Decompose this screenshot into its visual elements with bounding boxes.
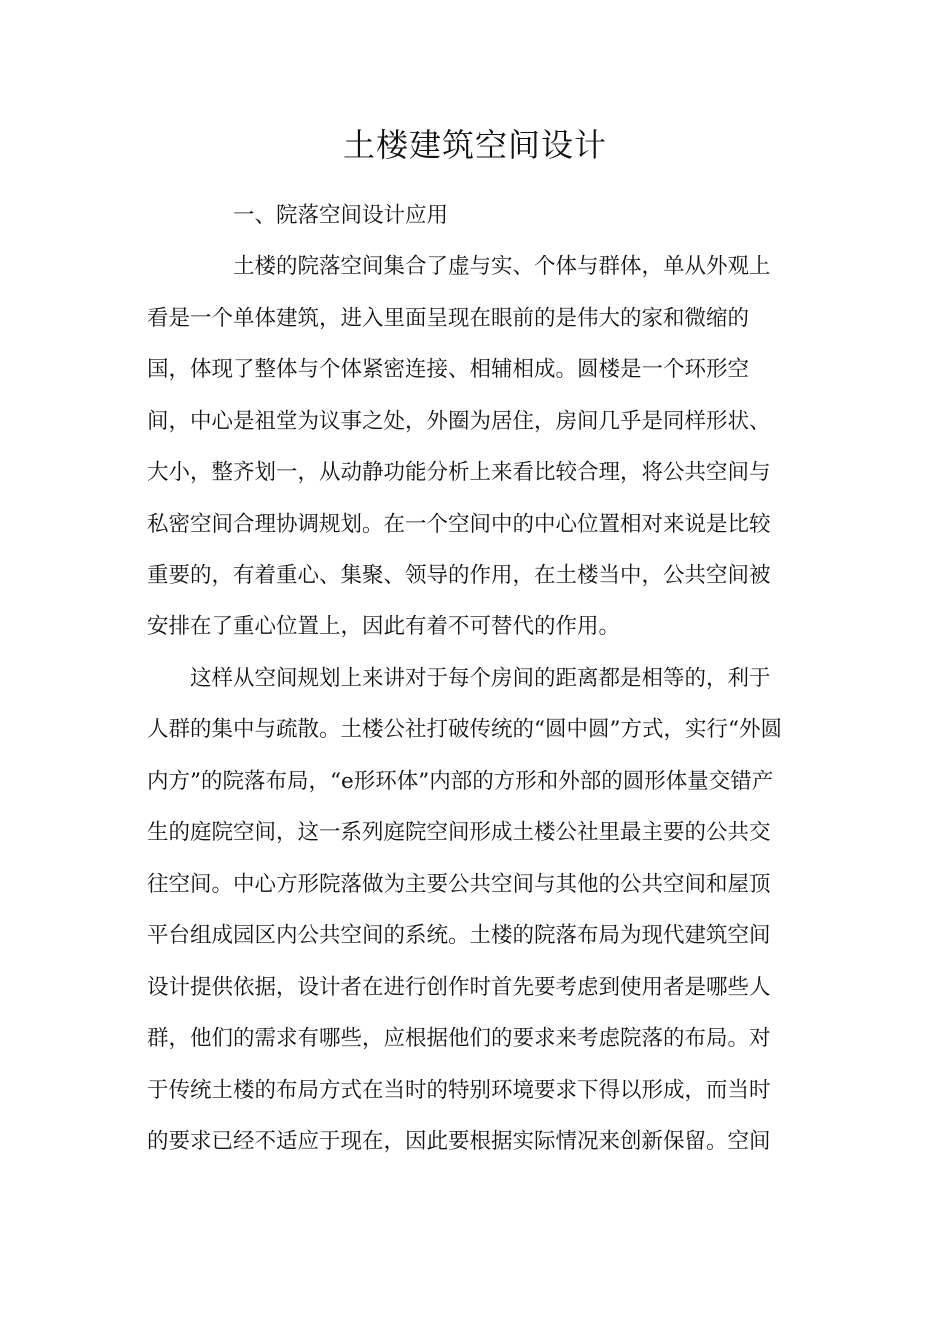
paragraph2-line-2: 人群的集中与疏散。土楼公社打破传统的“圆中圆”方式，实行“外圆	[147, 717, 782, 742]
paragraph1-line-2: 看是一个单体建筑，进入里面呈现在眼前的是伟大的家和微缩的	[147, 306, 750, 331]
paragraph2-line-7: 设计提供依据，设计者在进行创作时首先要考虑到使用者是哪些人	[147, 975, 771, 1000]
paragraph1-line-4: 间，中心是祖堂为议事之处，外圈为居住，房间几乎是同样形状、	[147, 409, 771, 434]
paragraph2-line-6: 平台组成园区内公共空间的系统。土楼的院落布局为现代建筑空间	[147, 923, 771, 948]
paragraph2-line-5: 往空间。中心方形院落做为主要公共空间与其他的公共空间和屋顶	[147, 872, 771, 897]
paragraph1-line-8: 安排在了重心位置上，因此有着不可替代的作用。	[147, 614, 621, 639]
document-title: 土楼建筑空间设计	[342, 126, 607, 164]
paragraph1-line-3: 国，体现了整体与个体紧密连接、相辅相成。圆楼是一个环形空	[147, 357, 750, 382]
paragraph2-line-4: 生的庭院空间，这一系列庭院空间形成土楼公社里最主要的公共交	[147, 820, 771, 845]
paragraph2-line-3: 内方”的院落布局，“e形环体”内部的方形和外部的圆形体量交错产	[147, 769, 774, 794]
paragraph2-line-8: 群，他们的需求有哪些，应根据他们的要求来考虑院落的布局。对	[147, 1026, 771, 1051]
paragraph2-line-1: 这样从空间规划上来讲对于每个房间的距离都是相等的，利于	[190, 666, 771, 691]
paragraph2-line-10: 的要求已经不适应于现在，因此要根据实际情况来创新保留。空间	[147, 1129, 771, 1154]
paragraph2-line-9: 于传统土楼的布局方式在当时的特别环境要求下得以形成，而当时	[147, 1078, 771, 1103]
paragraph1-line-1: 土楼的院落空间集合了虚与实、个体与群体，单从外观上	[233, 254, 771, 279]
paragraph1-line-6: 私密空间合理协调规划。在一个空间中的中心位置相对来说是比较	[147, 512, 771, 537]
section-heading: 一、院落空间设计应用	[233, 203, 449, 228]
paragraph1-line-7: 重要的，有着重心、集聚、领导的作用，在土楼当中，公共空间被	[147, 563, 771, 588]
paragraph1-line-5: 大小，整齐划一，从动静功能分析上来看比较合理，将公共空间与	[147, 460, 771, 485]
